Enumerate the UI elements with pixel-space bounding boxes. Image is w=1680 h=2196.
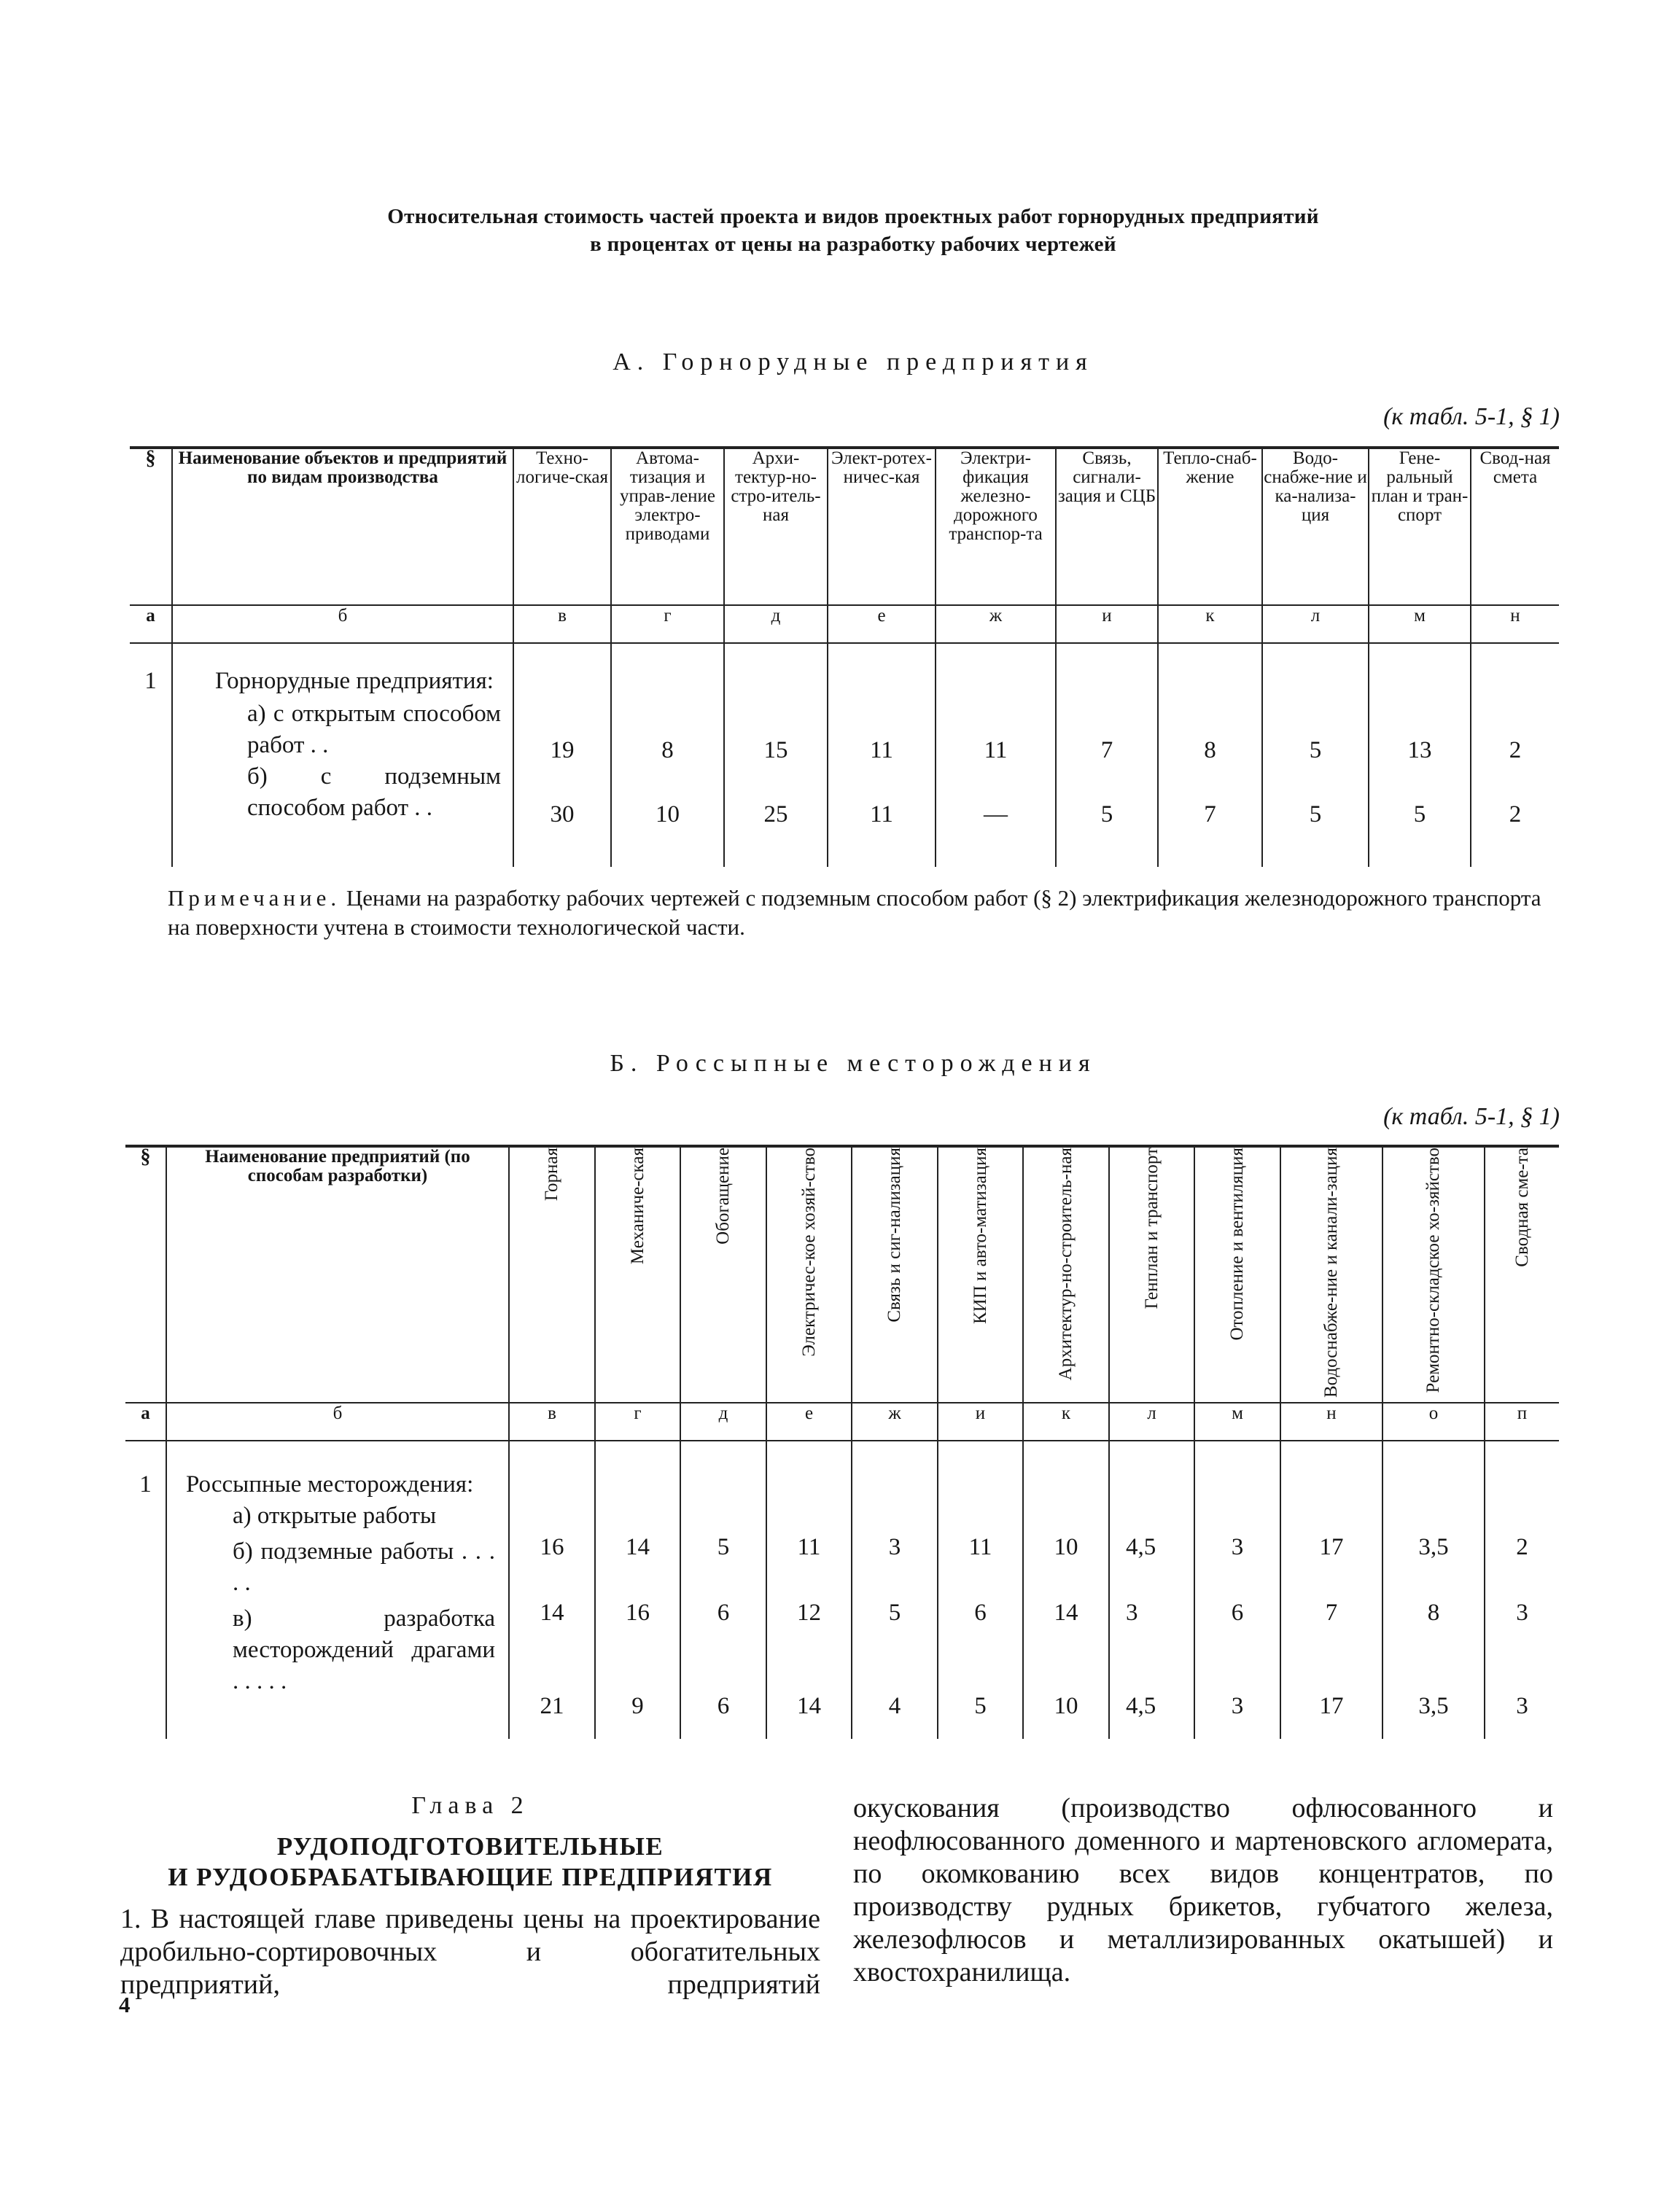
value-column xyxy=(1280,1441,1382,1739)
header-label: КИП и авто-матизация xyxy=(970,1148,990,1324)
table-b-letter-row xyxy=(125,1403,1559,1441)
header-label: Водоснабже-ние и канали-зация xyxy=(1321,1148,1341,1398)
value-cell: 6 xyxy=(974,1600,987,1627)
page-number: 4 xyxy=(119,1992,131,2017)
page-title-line-1: Относительная стоимость частей проекта и видов проектных работ горнорудных предприятий xyxy=(387,205,1319,228)
value-cell: 19 xyxy=(550,737,575,763)
value-cell: 7 xyxy=(1325,1600,1338,1627)
header-summary-estimate: Свод-ная смета xyxy=(1471,448,1559,605)
letter-cell: н xyxy=(1280,1403,1382,1441)
value-cell: 14 xyxy=(1054,1600,1078,1627)
value-cell: 3 xyxy=(1516,1600,1528,1627)
header-electrotechnical: Элект-ротех-ничес-кая xyxy=(828,448,936,605)
value-column xyxy=(724,643,828,867)
value-cell: 10 xyxy=(1054,1693,1078,1720)
table-mining-enterprises xyxy=(130,446,1559,867)
value-cell: 5 xyxy=(888,1600,901,1627)
value-column xyxy=(1369,643,1471,867)
section-b-title: Б. Россыпные месторождения xyxy=(610,1050,1097,1077)
value-cell: 14 xyxy=(797,1693,821,1720)
header-enrichment xyxy=(680,1146,766,1403)
letter-cell: б xyxy=(172,605,513,643)
letter-cell: м xyxy=(1194,1403,1280,1441)
table-a-letter-row xyxy=(130,605,1559,643)
letter-cell: ж xyxy=(936,605,1056,643)
value-cell: 2 xyxy=(1516,1534,1528,1561)
page-title xyxy=(168,203,1539,258)
value-cell: 5 xyxy=(1309,801,1322,828)
value-cell: 10 xyxy=(1054,1534,1078,1561)
section-a-title: А. Горнорудные предприятия xyxy=(612,349,1094,375)
value-cell: 3 xyxy=(888,1534,901,1561)
letter-cell: в xyxy=(509,1403,595,1441)
header-architecture xyxy=(1023,1146,1109,1403)
header-mechanical xyxy=(595,1146,680,1403)
letter-cell: е xyxy=(766,1403,852,1441)
row-name: в) разработка месторождений драгами . . . . . xyxy=(233,1605,495,1695)
table-a-note xyxy=(168,884,1553,942)
value-column xyxy=(611,643,724,867)
value-column xyxy=(1382,1441,1485,1739)
header-label: Архитектур-но-строитель-ная xyxy=(1056,1148,1076,1381)
value-cell: 16 xyxy=(540,1534,564,1561)
chapter-paragraph: 1. В настоящей главе приведены цены на проектирование дробильно-сортировочных и обогатительных предприятий, предприятий xyxy=(120,1904,820,2000)
header-signaling: Связь, сигнали-зация и СЦБ xyxy=(1056,448,1158,605)
value-column xyxy=(1262,643,1369,867)
table-placer-deposits xyxy=(125,1145,1559,1739)
paragraph-number: 1 xyxy=(139,1471,152,1498)
letter-cell: г xyxy=(611,605,724,643)
header-water-supply xyxy=(1280,1146,1382,1403)
value-cell: 3,5 xyxy=(1418,1693,1449,1720)
group-label: Россыпные месторождения: xyxy=(186,1471,474,1498)
header-automation: Автома-тизация и управ-ление электро-приводами xyxy=(611,448,724,605)
value-cell: 3 xyxy=(1126,1600,1138,1627)
value-cell: 9 xyxy=(631,1693,644,1720)
table-b-header-row xyxy=(125,1146,1559,1403)
row-name: а) с открытым способом работ . . xyxy=(247,701,501,758)
value-column xyxy=(509,1441,595,1739)
value-cell: 11 xyxy=(797,1534,821,1561)
row-name: а) открытые работы xyxy=(233,1503,437,1530)
letter-cell: л xyxy=(1262,605,1369,643)
letter-cell: е xyxy=(828,605,936,643)
header-object-name: Наименование объектов и предприятий по видам производства xyxy=(172,448,513,605)
header-electrical xyxy=(766,1146,852,1403)
header-label: Горная xyxy=(542,1148,561,1202)
letter-cell: и xyxy=(938,1403,1023,1441)
header-label: Отопление и вентиляция xyxy=(1227,1148,1247,1341)
value-cell: 3 xyxy=(1231,1693,1244,1720)
value-cell: 11 xyxy=(870,737,893,763)
value-cell: 3 xyxy=(1516,1693,1528,1720)
value-column xyxy=(1194,1441,1280,1739)
table-a-header-row xyxy=(130,448,1559,605)
value-cell: 4 xyxy=(888,1693,901,1720)
header-heat-supply: Тепло-снаб-жение xyxy=(1158,448,1262,605)
letter-cell: д xyxy=(724,605,828,643)
value-cell: 15 xyxy=(763,737,788,763)
value-cell: 8 xyxy=(661,737,674,763)
value-cell: 5 xyxy=(1309,737,1322,763)
letter-cell: о xyxy=(1382,1403,1485,1441)
letter-cell: а xyxy=(130,605,172,643)
value-column xyxy=(1158,643,1262,867)
value-cell: 14 xyxy=(626,1534,650,1561)
header-label: Ремонтно-складское хо-зяйство xyxy=(1423,1148,1443,1393)
value-column xyxy=(852,1441,938,1739)
header-general-plan: Гене-ральный план и тран-спорт xyxy=(1369,448,1471,605)
chapter-label: Глава 2 xyxy=(411,1792,529,1819)
value-cell: 11 xyxy=(984,737,1008,763)
value-cell: 4,5 xyxy=(1126,1693,1156,1720)
letter-cell: д xyxy=(680,1403,766,1441)
header-general-plan xyxy=(1109,1146,1194,1403)
letter-cell: б xyxy=(166,1403,509,1441)
value-cell: 3,5 xyxy=(1418,1534,1449,1561)
header-repair-storage xyxy=(1382,1146,1485,1403)
value-cell: 6 xyxy=(1231,1600,1244,1627)
table-b-body-row xyxy=(125,1441,1559,1739)
value-cell: 2 xyxy=(1509,801,1522,828)
note-label: Примечание. xyxy=(168,885,341,911)
value-cell: 13 xyxy=(1407,737,1432,763)
value-column xyxy=(513,643,611,867)
value-cell: 25 xyxy=(763,801,788,828)
value-cell: 2 xyxy=(1509,737,1522,763)
value-cell: 3 xyxy=(1231,1534,1244,1561)
header-label: Механиче-ская xyxy=(627,1148,648,1265)
group-label: Горнорудные предприятия: xyxy=(215,668,494,694)
section-a-table-ref: (к табл. 5-1, § 1) xyxy=(1383,403,1560,430)
object-names-cell xyxy=(172,643,513,867)
letter-cell: м xyxy=(1369,605,1471,643)
value-cell: 16 xyxy=(626,1600,650,1627)
value-cell: 5 xyxy=(1100,801,1113,828)
value-cell: 5 xyxy=(717,1534,730,1561)
header-mining xyxy=(509,1146,595,1403)
letter-cell: ж xyxy=(852,1403,938,1441)
value-cell: 17 xyxy=(1319,1693,1344,1720)
header-heating xyxy=(1194,1146,1280,1403)
value-cell: 21 xyxy=(540,1693,564,1720)
header-technological: Техно-логиче-ская xyxy=(513,448,611,605)
value-cell: 14 xyxy=(540,1600,564,1627)
value-column xyxy=(828,643,936,867)
row-name: б) подземные работы . . . . . xyxy=(233,1538,495,1597)
value-column xyxy=(1056,643,1158,867)
value-column xyxy=(938,1441,1023,1739)
header-label: Сводная сме-та xyxy=(1512,1148,1532,1267)
section-b-table-ref: (к табл. 5-1, § 1) xyxy=(1383,1103,1560,1130)
value-cell: 17 xyxy=(1319,1534,1344,1561)
value-cell: 11 xyxy=(968,1534,992,1561)
page-title-line-2: в процентах от цены на разработку рабочих чертежей xyxy=(590,233,1116,256)
value-column xyxy=(680,1441,766,1739)
header-paragraph-sign: § xyxy=(130,448,172,605)
enterprise-names-cell xyxy=(166,1441,509,1739)
header-paragraph-sign: § xyxy=(125,1146,166,1403)
header-label: Генплан и транспорт xyxy=(1141,1148,1162,1309)
value-cell: 30 xyxy=(550,801,575,828)
value-column xyxy=(1485,1441,1559,1739)
header-summary-estimate xyxy=(1485,1146,1559,1403)
value-cell: 7 xyxy=(1204,801,1216,828)
value-cell: 6 xyxy=(717,1600,730,1627)
letter-cell: л xyxy=(1109,1403,1194,1441)
table-a-body-row xyxy=(130,643,1559,867)
header-water-supply: Водо-снабже-ние и ка-нализа-ция xyxy=(1262,448,1369,605)
value-cell: 6 xyxy=(717,1693,730,1720)
letter-cell: к xyxy=(1023,1403,1109,1441)
header-label: Электричес-кое хозяй-ство xyxy=(798,1148,819,1357)
value-cell: 4,5 xyxy=(1126,1534,1156,1561)
value-cell: 12 xyxy=(797,1600,821,1627)
value-column xyxy=(595,1441,680,1739)
value-cell: 7 xyxy=(1100,737,1113,763)
value-cell: 5 xyxy=(1413,801,1426,828)
value-cell: 11 xyxy=(870,801,893,828)
value-column xyxy=(1023,1441,1109,1739)
row-name: б) с подземным способом работ . . xyxy=(247,763,501,821)
letter-cell: н xyxy=(1471,605,1559,643)
header-enterprise-name: Наименование предприятий (по способам разработки) xyxy=(166,1146,509,1403)
value-column xyxy=(1109,1441,1194,1739)
letter-cell: в xyxy=(513,605,611,643)
letter-cell: и xyxy=(1056,605,1158,643)
header-railway-electrification: Электри-фикация железно-дорожного транспор-та xyxy=(936,448,1056,605)
value-column xyxy=(1471,643,1559,867)
value-cell: 5 xyxy=(974,1693,987,1720)
letter-cell: а xyxy=(125,1403,166,1441)
chapter-right-column: окускования (производство офлюсованного и неофлюсованного доменного и мартеновского агломерата, по окомкованию всех видов концентратов, по производству рудных брикетов, губчатого железа, железофлюсов и металлизированных окатышей) и хвостохранилища. xyxy=(853,1793,1553,1987)
chapter-title xyxy=(120,1831,820,1893)
value-column xyxy=(936,643,1056,867)
paragraph-number: 1 xyxy=(144,668,157,694)
letter-cell: г xyxy=(595,1403,680,1441)
value-cell: 10 xyxy=(656,801,680,828)
header-label: Связь и сиг-нализация xyxy=(884,1148,904,1323)
header-instrumentation xyxy=(938,1146,1023,1403)
chapter-title-line-1: РУДОПОДГОТОВИТЕЛЬНЫЕ xyxy=(276,1832,664,1861)
note-text: Ценами на разработку рабочих чертежей с подземным способом работ (§ 2) электрификация железнодорожного транспорта на поверхности учтена в стоимости технологической части. xyxy=(168,885,1541,940)
header-architecture: Архи-тектур-но-стро-итель-ная xyxy=(724,448,828,605)
value-cell: — xyxy=(984,801,1008,828)
header-communication xyxy=(852,1146,938,1403)
chapter-left-column xyxy=(120,1792,820,2001)
header-label: Обогащение xyxy=(713,1148,733,1245)
letter-cell: к xyxy=(1158,605,1262,643)
value-column xyxy=(766,1441,852,1739)
letter-cell: п xyxy=(1485,1403,1559,1441)
chapter-title-line-2: И РУДООБРАБАТЫВАЮЩИЕ ПРЕДПРИЯТИЯ xyxy=(168,1863,773,1891)
value-cell: 8 xyxy=(1427,1600,1440,1627)
value-cell: 8 xyxy=(1204,737,1216,763)
